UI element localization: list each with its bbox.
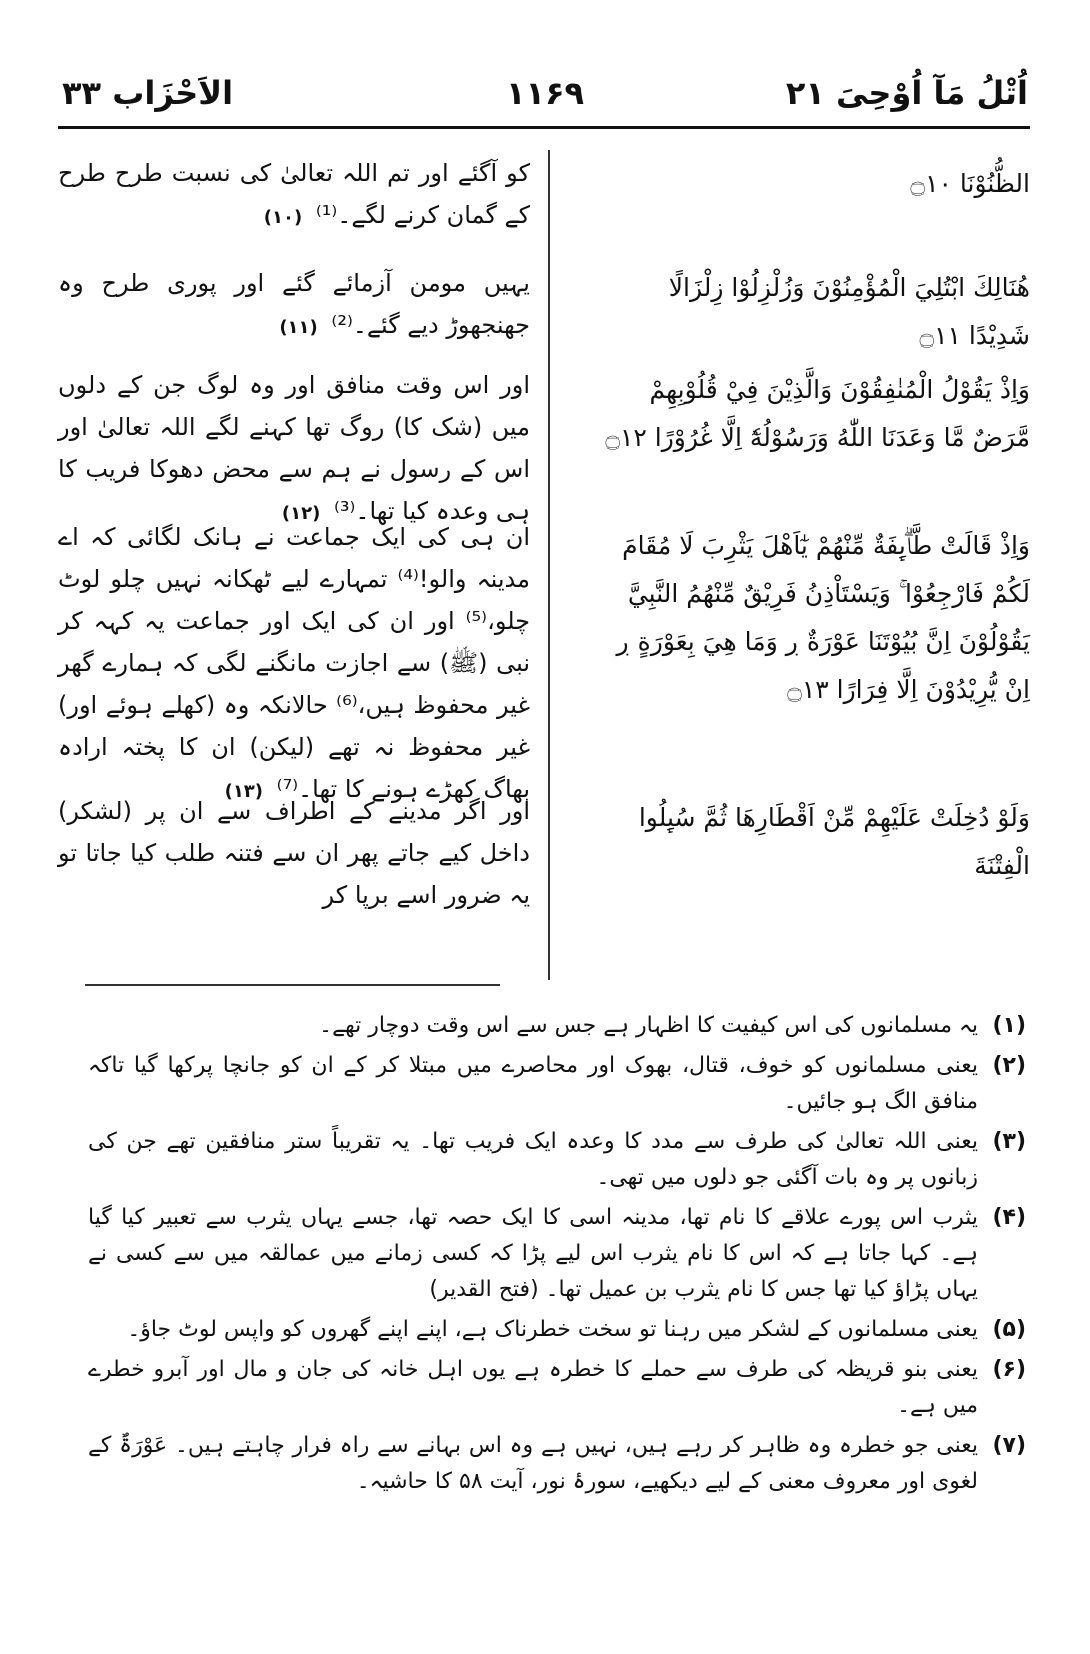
page-number: ۱۱۶۹: [505, 74, 585, 112]
verse-row: [58, 790, 1030, 909]
urdu-text: ان ہی کی ایک جماعت نے ہانک لگائی کہ اے مدینہ والو!⁽⁴⁾ تمہارے لیے ٹھکانہ نہیں چلو لوٹ چلو،⁽⁵⁾ اور ان کی ایک اور جماعت یہ کہہ کر نبی (ﷺ) سے اجازت مانگنے لگی کہ ہمارے گھر غیر محفوظ ہیں،⁽⁶⁾ حالانکہ وہ (کھلے ہوئے اور) غیر محفوظ نہ تھے (لیکن) ان کا پختہ ارادہ بھاگ کھڑے ہونے کا تھا۔⁽⁷⁾: [58, 523, 531, 803]
verse-row: [58, 364, 1030, 525]
footnote: [88, 1124, 1026, 1196]
urdu-text: اور اگر مدینے کے اطراف سے ان پر (لشکر) داخل کیے جاتے پھر ان سے فتنہ طلب کیا جاتا تو یہ ضرور اسے برپا کر: [58, 797, 530, 909]
urdu-translation: [58, 152, 530, 239]
urdu-translation: [58, 516, 530, 813]
footnote-text: یثرب اس پورے علاقے کا نام تھا، مدینہ اسی کا ایک حصہ تھا، جسے یہاں یثرب سے تعبیر کیا گیا ہے۔ کہا جاتا ہے کہ اس کا نام یثرب اس لیے پڑا کہ کسی زمانے میں عمالقہ میں سے کسی نے یہاں پڑاؤ کیا تھا جس کا نام یثرب بن عمیل تھا۔ (فتح القدیر): [88, 1205, 978, 1302]
verse-number: (۱۲): [281, 503, 321, 524]
footnote-text: یہ مسلمانوں کی اس کیفیت کا اظہار ہے جس سے اس وقت دوچار تھے۔: [319, 1013, 978, 1038]
footnote-separator: [85, 984, 500, 986]
footnote: [88, 1048, 1026, 1120]
footnote-number: (۳): [992, 1129, 1026, 1154]
footnote-number: (۷): [992, 1433, 1026, 1458]
header-rule: [58, 126, 1030, 129]
urdu-translation: [58, 790, 530, 916]
verse-number: (۱۱): [279, 317, 318, 338]
page-header: [62, 70, 1028, 120]
footnote-text: یعنی اللہ تعالیٰ کی طرف سے مدد کا وعدہ ایک فریب تھا۔ یہ تقریباً ستر منافقین تھے جن کی زبانوں پر وہ بات آگئی جو دلوں میں تھی۔: [88, 1129, 978, 1190]
arabic-verse: الظُّنُوْنَا ۝۱۰: [910, 169, 1030, 198]
footnote: [88, 1200, 1026, 1308]
footnote-number: (۲): [992, 1053, 1026, 1078]
footnote: [88, 1008, 1026, 1044]
footnote-text: یعنی مسلمانوں کو خوف، قتال، بھوک اور محاصرے میں مبتلا کر کے ان کو جانچا پرکھا گیا تاکہ منافق الگ ہو جائیں۔: [88, 1053, 978, 1114]
urdu-text: یہیں مومن آزمائے گئے اور پوری طرح وہ جھنجھوڑ دیے گئے۔⁽²⁾: [58, 269, 530, 339]
footnote: [88, 1312, 1026, 1348]
arabic-verse: هُنَالِكَ ابْتُلِيَ الْمُؤْمِنُوْنَ وَزُلْزِلُوْا زِلْزَالًا شَدِيْدًا ۝۱۱: [668, 273, 1030, 350]
verse-row: [58, 152, 1030, 260]
footnote-text: یعنی مسلمانوں کے لشکر میں رہنا تو سخت خطرناک ہے، اپنے اپنے گھروں کو واپس لوٹ جاؤ۔: [127, 1317, 978, 1342]
footnote-number: (۴): [992, 1205, 1026, 1230]
arabic-verse: وَاِذْ يَقُوْلُ الْمُنٰفِقُوْنَ وَالَّذِيْنَ فِيْ قُلُوْبِهِمْ مَّرَضٌ مَّا وَعَدَنَا اللّٰهُ وَرَسُوْلُهٗٓ اِلَّا غُرُوْرًا ۝۱۲: [605, 375, 1030, 452]
footnote: [88, 1428, 1026, 1500]
surah-title: الاَحْزَاب ۳۳: [62, 74, 234, 112]
verse-row: [58, 516, 1030, 803]
footnote-text: یعنی بنو قریظہ کی طرف سے حملے کا خطرہ ہے یوں اہل خانہ کی جان و مال اور آبرو خطرے میں ہے۔: [88, 1357, 978, 1418]
urdu-translation: [58, 262, 530, 349]
verse-row: [58, 262, 1030, 362]
verse-number: (۱۳): [224, 781, 264, 802]
arabic-verse: وَاِذْ قَالَتْ طَّاۗىِٕفَةٌ مِّنْهُمْ يٰٓاَهْلَ يَثْرِبَ لَا مُقَامَ لَكُمْ فَارْجِعُوْا ۚ وَيَسْتَاْذِنُ فَرِيْقٌ مِّنْهُمُ النَّبِيَّ يَقُوْلُوْنَ اِنَّ بُيُوْتَنَا عَوْرَةٌ ڔ وَمَا هِيَ بِعَوْرَةٍ ڔ اِنْ يُّرِيْدُوْنَ اِلَّا فِرَارًا ۝۱۳: [616, 531, 1030, 704]
footnote: [88, 1352, 1026, 1424]
urdu-translation: [58, 364, 530, 535]
verse-number: (۱۰): [263, 207, 303, 228]
footnotes: [88, 1008, 1026, 1504]
juz-title: اُتْلُ مَآ اُوْحِیَ ۲۱: [785, 74, 1028, 112]
urdu-text: اور اس وقت منافق اور وہ لوگ جن کے دلوں میں (شک کا) روگ تھا کہنے لگے اللہ تعالیٰ اور اس کے رسول نے ہم سے محض دھوکا فریب کا ہی وعدہ کیا تھا۔⁽³⁾: [58, 371, 530, 525]
footnote-number: (۵): [992, 1317, 1026, 1342]
footnote-number: (۶): [992, 1357, 1026, 1382]
footnote-text: یعنی جو خطرہ وہ ظاہر کر رہے ہیں، نہیں ہے وہ اس بہانے سے راہ فرار چاہتے ہیں۔ عَوْرَۃٌ کے لغوی اور معروف معنی کے لیے دیکھیے، سورۂ نور، آیت ۵۸ کا حاشیہ۔: [88, 1433, 978, 1494]
arabic-verse: وَلَوْ دُخِلَتْ عَلَيْهِمْ مِّنْ اَقْطَارِهَا ثُمَّ سُىِٕلُوا الْفِتْنَةَ: [638, 803, 1030, 880]
urdu-text: کو آگئے اور تم اللہ تعالیٰ کی نسبت طرح طرح کے گمان کرنے لگے۔⁽¹⁾: [58, 159, 530, 229]
footnote-number: (۱): [992, 1013, 1026, 1038]
